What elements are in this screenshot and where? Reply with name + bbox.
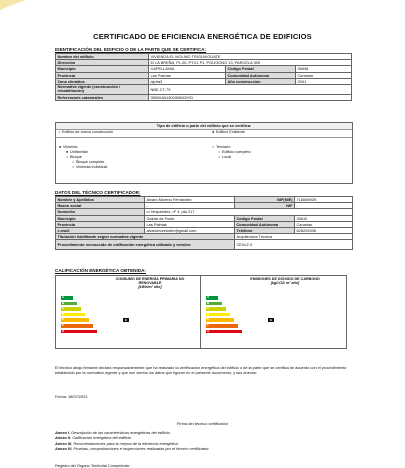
building-name-value: VIVIENDA EL MOLINO TRIGUVIGUATE bbox=[149, 54, 352, 60]
table-row bbox=[56, 240, 353, 250]
annex-text: Descripción de las características energéticas del edificio. bbox=[71, 430, 171, 435]
divider bbox=[55, 137, 352, 138]
energy-class-bar-a: A bbox=[206, 296, 218, 300]
energy-class-bar-c: C bbox=[206, 307, 226, 311]
procedure-value: CEXv2.3 bbox=[235, 240, 353, 250]
registry-label: Registro del Órgano Territorial Competente: bbox=[55, 463, 131, 468]
tech-postal-code-label: Código Postal bbox=[235, 215, 295, 221]
table-row bbox=[56, 84, 352, 94]
annex-name: Anexo III. bbox=[55, 440, 73, 446]
annex-name: Anexo IV. bbox=[55, 445, 73, 451]
single-family-option[interactable] bbox=[66, 150, 88, 155]
autonomous-community-label: Comunidad Autónoma bbox=[226, 72, 296, 78]
new-building-option[interactable] bbox=[58, 130, 113, 135]
tech-community-label: Comunidad Autónoma bbox=[235, 221, 295, 227]
energy-class-bar-f: F bbox=[61, 324, 93, 328]
procedure-label: Procedimiento reconocido de calificación energética utilizado y versión: bbox=[56, 240, 235, 250]
tertiary-label: Terciario bbox=[216, 145, 231, 149]
municipality-value: CAPELLANIA bbox=[149, 66, 226, 72]
radio-icon: ○ bbox=[218, 155, 221, 159]
province-label: Provincia bbox=[56, 72, 149, 78]
radio-checked-icon: ● bbox=[66, 150, 69, 154]
tech-province-value: Las Palmas bbox=[145, 221, 235, 227]
energy-class-bar-g: G bbox=[61, 330, 97, 334]
qualification-value: Arquitectura Técnica bbox=[235, 234, 353, 240]
energy-class-bar-g: G bbox=[206, 330, 242, 334]
climate-zone-label: Zona climática bbox=[56, 78, 149, 84]
signature-label: Firma del técnico certificador bbox=[176, 421, 229, 426]
complete-block-label: Bloque completo bbox=[76, 160, 105, 164]
energy-class-bar-c: C bbox=[61, 307, 81, 311]
rating-section-title: CALIFICACIÓN ENERGÉTICA OBTENIDA: bbox=[55, 268, 146, 273]
energy-class-bar-b: B bbox=[61, 302, 77, 306]
annex-list bbox=[55, 430, 210, 451]
energy-class-bar-d: D bbox=[206, 313, 230, 317]
regulation-value: NBE-CT-79 bbox=[149, 84, 352, 94]
autonomous-community-value: Canarias bbox=[296, 72, 352, 78]
tech-municipality-label: Municipio bbox=[56, 215, 145, 221]
individual-dwelling-label: Vivienda individual bbox=[76, 165, 108, 169]
tech-nif-value: 7185069ZK bbox=[295, 197, 353, 203]
emissions-header bbox=[245, 277, 325, 285]
rating-divider bbox=[200, 275, 201, 348]
radio-icon: ○ bbox=[72, 160, 75, 164]
technician-section-title: DATOS DEL TÉCNICO CERTIFICADOR: bbox=[55, 190, 141, 195]
tech-community-value: Canarias bbox=[295, 221, 353, 227]
climate-zone-value: alpha3 bbox=[149, 78, 226, 84]
document-title: CERTIFICADO DE EFICIENCIA ENERGÉTICA DE EDIFICIOS bbox=[93, 32, 312, 41]
cadastral-reference-value: 35000A01300305000YD bbox=[149, 94, 352, 100]
annex-item bbox=[55, 446, 210, 451]
emissions-rating-class: E bbox=[270, 318, 273, 323]
building-table bbox=[55, 53, 352, 101]
annex-text: Calificación energética del edificio. bbox=[72, 435, 133, 441]
annex-name: Anexo I. bbox=[55, 430, 71, 435]
tech-email-value: alvaromorenofer@gmail.com bbox=[145, 227, 235, 233]
radio-icon: ○ bbox=[212, 145, 215, 149]
company-nif-value: - bbox=[295, 203, 353, 209]
consumption-header bbox=[110, 277, 190, 290]
block-option[interactable] bbox=[66, 155, 82, 160]
block-label: Bloque bbox=[70, 155, 82, 159]
qualification-label: Titulación habilitante según normativa vigente bbox=[56, 234, 235, 240]
regulation-label: Normativa vigente (construcción / rehabilitación) bbox=[56, 84, 149, 94]
new-building-label: Edificio de nueva construcción bbox=[62, 130, 114, 134]
complete-block-option[interactable] bbox=[72, 160, 104, 165]
tertiary-option[interactable] bbox=[212, 145, 230, 150]
tech-phone-label: Teléfono bbox=[235, 227, 295, 233]
building-type-header: Tipo de edificio o parte del edificio que se certifica: bbox=[56, 123, 352, 130]
energy-class-bar-e: E bbox=[206, 318, 234, 322]
company-name-value: - bbox=[145, 203, 235, 209]
table-row bbox=[56, 94, 352, 100]
tech-address-label: Domicilio bbox=[56, 209, 145, 215]
issue-date: Fecha: 18/07/2023 bbox=[55, 394, 88, 399]
radio-icon: ○ bbox=[218, 150, 221, 154]
company-name-label: Razón social bbox=[56, 203, 145, 209]
logo-corner bbox=[0, 0, 26, 10]
radio-icon: ○ bbox=[72, 165, 75, 169]
tech-postal-code-value: 35610 bbox=[295, 215, 353, 221]
complete-building-label: Edificio completo bbox=[222, 150, 251, 154]
address-label: Dirección bbox=[56, 60, 149, 66]
energy-class-bar-b: B bbox=[206, 302, 222, 306]
energy-class-bar-a: A bbox=[61, 296, 73, 300]
province-value: Las Palmas bbox=[149, 72, 226, 78]
address-value: El LA BREÑA, PL.00, PT.01 P1, POLIGONO 13, PARCELA 305 bbox=[149, 60, 352, 66]
construction-year-value: 2001 bbox=[296, 78, 352, 84]
housing-label: Vivienda bbox=[63, 145, 78, 149]
tech-name-label: Nombre y Apellidos bbox=[56, 197, 145, 203]
existing-building-option[interactable] bbox=[212, 130, 245, 135]
rating-box bbox=[55, 275, 347, 349]
postal-code-label: Código Postal bbox=[226, 66, 296, 72]
radio-icon: ○ bbox=[58, 130, 61, 134]
premises-option[interactable] bbox=[218, 155, 231, 160]
emissions-title: EMISIONES DE DIÓXIDO DE CARBONO bbox=[250, 277, 320, 281]
construction-year-label: Año construcción bbox=[226, 78, 296, 84]
consumption-rating-marker bbox=[123, 318, 129, 322]
declaration-text: El técnico abajo firmante declara responsablemente que ha realizado la certificación energética del edificio o de la parte que se certifica de acuerdo con el procedimiento establecido por la normativa vigente y que son ciertos los datos que figuran en el presente documento, y sus anexos: bbox=[55, 365, 347, 376]
cadastral-reference-label: Referencia/s catastral/es bbox=[56, 94, 149, 100]
existing-building-label: Edificio Existente bbox=[216, 130, 245, 134]
energy-class-bar-f: F bbox=[206, 324, 238, 328]
tech-email-label: e-mail: bbox=[56, 227, 145, 233]
energy-class-bar-e: E bbox=[61, 318, 89, 322]
premises-label: Local bbox=[222, 155, 232, 159]
annex-text: Recomendaciones para la mejora de la eficiencia energética. bbox=[73, 440, 179, 446]
emissions-rating-marker bbox=[268, 318, 274, 322]
radio-checked-icon: ● bbox=[212, 130, 215, 134]
building-section-title: IDENTIFICACIÓN DEL EDIFICIO O DE LA PARTE QUE SE CERTIFICA: bbox=[55, 47, 207, 52]
single-family-label: Unifamiliar bbox=[70, 150, 88, 154]
annex-text: Pruebas, comprobaciones e inspecciones realizadas por el técnico certificador. bbox=[73, 445, 210, 451]
emissions-unit: [kgCO2/ m² año] bbox=[270, 281, 300, 286]
postal-code-value: 35638 bbox=[296, 66, 352, 72]
tech-phone-value: 628226336 bbox=[295, 227, 353, 233]
consumption-rating-class: E bbox=[125, 318, 128, 323]
energy-class-bar-d: D bbox=[61, 313, 85, 317]
annex-name: Anexo II. bbox=[55, 435, 72, 441]
tech-municipality-value: Gáldar de Fuste bbox=[145, 215, 235, 221]
company-nif-label: NIF bbox=[235, 203, 295, 209]
consumption-unit: [kWh/m² año] bbox=[138, 285, 162, 290]
radio-icon: ○ bbox=[66, 155, 69, 159]
tech-nif-label: NIF(NIE) bbox=[235, 197, 295, 203]
complete-building-option[interactable] bbox=[218, 150, 251, 155]
tech-address-value: c/ Hespérides, nº 3, pta 217 bbox=[145, 209, 353, 215]
individual-dwelling-option[interactable] bbox=[72, 165, 107, 170]
consumption-title: CONSUMO DE ENERGÍA PRIMARIA NO RENOVABLE bbox=[115, 277, 185, 286]
municipality-label: Municipio bbox=[56, 66, 149, 72]
technician-table bbox=[55, 196, 353, 250]
building-name-label: Nombre del edificio bbox=[56, 54, 149, 60]
tech-name-value: Alvaro Moreno Fernández bbox=[145, 197, 235, 203]
housing-option[interactable] bbox=[59, 145, 78, 150]
radio-checked-icon: ● bbox=[59, 145, 62, 149]
tech-province-label: Provincia bbox=[56, 221, 145, 227]
